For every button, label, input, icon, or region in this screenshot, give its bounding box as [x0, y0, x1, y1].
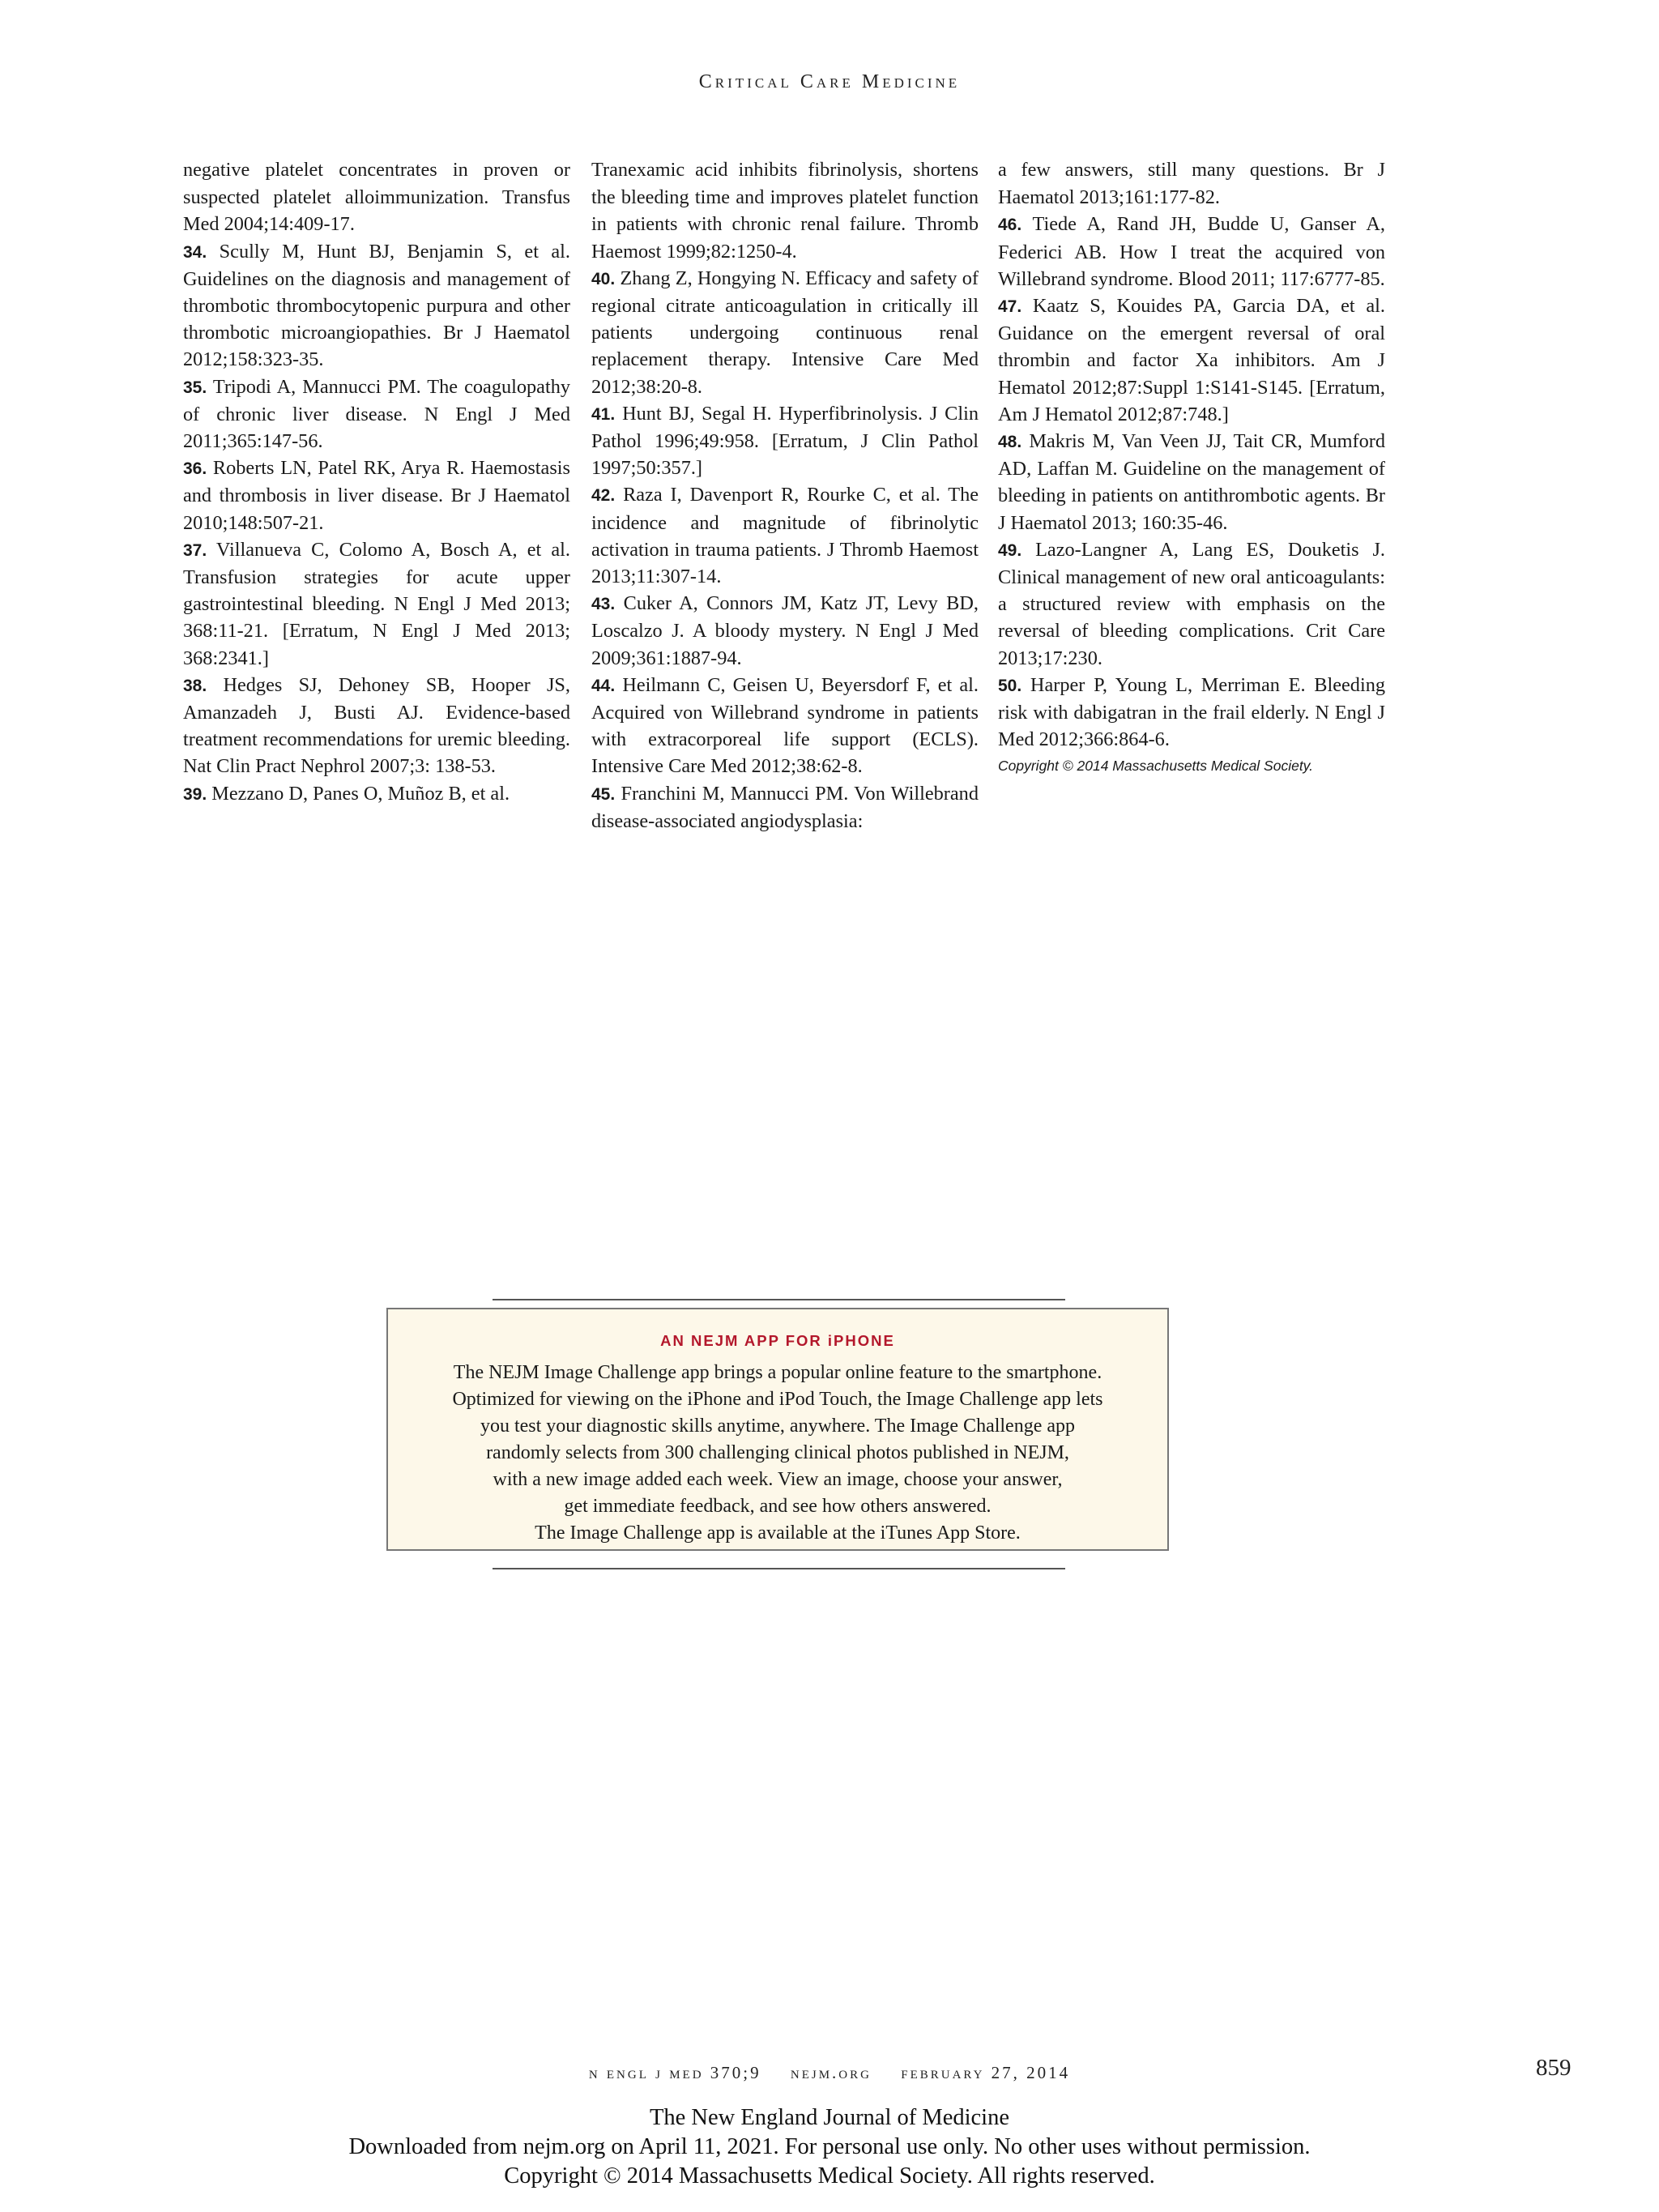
copyright-note: Copyright © 2014 Massachusetts Medical Society.: [998, 758, 1313, 775]
footer-site: nejm.org: [790, 2063, 872, 2082]
promo-box: [386, 1308, 1169, 1551]
reference-number: 40.: [591, 269, 616, 288]
reference-item: [183, 536, 570, 672]
reference-text: Makris M, Van Veen JJ, Tait CR, Mumford AD, Laffan M. Guideline on the management of bleeding in patients on antithrombotic agents. Br J Haematol 2013; 160:35-46.: [998, 430, 1385, 534]
reference-item: [998, 293, 1385, 428]
reference-text: Roberts LN, Patel RK, Arya R. Haemostasis and thrombosis in liver disease. Br J Haematol 2010;148:507-21.: [183, 457, 570, 534]
reference-item: [998, 211, 1385, 293]
footer-date: february 27, 2014: [901, 2063, 1071, 2082]
reference-text: Franchini M, Mannucci PM. Von Willebrand disease-associated angiodysplasia:: [591, 782, 979, 832]
reference-item: [998, 536, 1385, 672]
reference-number: 41.: [591, 404, 616, 424]
reference-number: 49.: [998, 540, 1022, 560]
reference-item: [183, 156, 570, 238]
promo-line: Optimized for viewing on the iPhone and iPod Touch, the Image Challenge app lets: [452, 1389, 1103, 1410]
reference-text: Tripodi A, Mannucci PM. The coagulopathy of chronic liver disease. N Engl J Med 2011;365:147-56.: [183, 375, 570, 453]
promo-line: get immediate feedback, and see how others answered.: [564, 1496, 992, 1517]
reference-text: Kaatz S, Kouides PA, Garcia DA, et al. Guidance on the emergent reversal of oral thrombin and factor Xa inhibitors. Am J Hematol 2012;87:Suppl 1:S141-S145. [Erratum, Am J Hematol 2012;87:748.]: [998, 295, 1385, 425]
promo-top-rule: [493, 1299, 1065, 1300]
promo-line: randomly selects from 300 challenging clinical photos published in NEJM,: [486, 1442, 1069, 1463]
reference-text: Raza I, Davenport R, Rourke C, et al. The incidence and magnitude of fibrinolytic activation in trauma patients. J Thromb Haemost 2013;11:307-14.: [591, 484, 979, 588]
journal-footer: [0, 2063, 1659, 2083]
reference-text: Villanueva C, Colomo A, Bosch A, et al. Transfusion strategies for acute upper gastrointestinal bleeding. N Engl J Med 2013; 368:11-21. [Erratum, N Engl J Med 2013; 368:2341.]: [183, 538, 570, 669]
reference-number: 35.: [183, 378, 207, 397]
promo-bottom-rule: [493, 1568, 1065, 1569]
reference-item: [998, 156, 1385, 211]
notice-journal-name: The New England Journal of Medicine: [650, 2105, 1009, 2130]
reference-item: [183, 672, 570, 780]
reference-number: 39.: [183, 784, 207, 804]
reference-text: Scully M, Hunt BJ, Benjamin S, et al. Guidelines on the diagnosis and management of thrombotic thrombocytopenic purpura and other thrombotic microangiopathies. Br J Haematol 2012;158:323-35.: [183, 240, 570, 371]
promo-body: [388, 1360, 1167, 1547]
reference-number: 37.: [183, 540, 207, 560]
reference-text: Zhang Z, Hongying N. Efficacy and safety of regional citrate anticoagulation in critically ill patients undergoing continuous renal replacement therapy. Intensive Care Med 2012;38:20-8.: [591, 267, 979, 398]
reference-item: [591, 780, 979, 835]
reference-number: 45.: [591, 784, 616, 804]
reference-item: [591, 265, 979, 400]
reference-text: negative platelet concentrates in proven or suspected platelet alloimmunization. Transfus Med 2004;14:409-17.: [183, 159, 570, 236]
notice-copyright-line: Copyright © 2014 Massachusetts Medical Society. All rights reserved.: [504, 2163, 1155, 2189]
reference-text: Tranexamic acid inhibits fibrinolysis, shortens the bleeding time and improves platelet function in patients with chronic renal failure. Thromb Haemost 1999;82:1250-4.: [591, 159, 979, 263]
reference-number: 48.: [998, 433, 1022, 452]
reference-item: [183, 238, 570, 374]
reference-text: Harper P, Young L, Merriman E. Bleeding risk with dabigatran in the frail elderly. N Engl J Med 2012;366:864-6.: [998, 673, 1386, 751]
reference-number: 46.: [998, 216, 1022, 235]
reference-item: [591, 156, 979, 265]
reference-number: 42.: [591, 486, 616, 506]
reference-text: Lazo-Langner A, Lang ES, Douketis J. Clinical management of new oral anticoagulants: a structured review with emphasis on the reversal of bleeding complications. Crit Care 2013;17:230.: [998, 538, 1386, 669]
reference-item: [591, 481, 979, 590]
reference-text: Heilmann C, Geisen U, Beyersdorf F, et al. Acquired von Willebrand syndrome in patients with extracorporeal life support (ECLS). Intensive Care Med 2012;38:62-8.: [591, 673, 979, 778]
reference-text: a few answers, still many questions. Br J Haematol 2013;161:177-82.: [998, 159, 1385, 209]
reference-number: 44.: [591, 676, 616, 695]
promo-title: AN NEJM APP FOR iPHONE: [660, 1332, 895, 1349]
reference-column-1: [183, 156, 570, 808]
reference-text: Cuker A, Connors JM, Katz JT, Levy BD, Loscalzo J. A bloody mystery. N Engl J Med 2009;361:1887-94.: [591, 592, 979, 669]
reference-item: [183, 374, 570, 455]
reference-text: Tiede A, Rand JH, Budde U, Ganser A, Federici AB. How I treat the acquired von Willebrand syndrome. Blood 2011; 117:6777-85.: [998, 213, 1385, 290]
running-head: Critical Care Medicine: [698, 71, 961, 92]
reference-number: 47.: [998, 297, 1022, 317]
reference-item: [183, 780, 570, 808]
promo-line: The NEJM Image Challenge app brings a popular online feature to the smartphone.: [453, 1362, 1102, 1383]
download-notice: [0, 2103, 1659, 2191]
reference-column-3: [998, 156, 1385, 780]
reference-item: [183, 455, 570, 536]
reference-column-2: [591, 156, 979, 835]
reference-text: Mezzano D, Panes O, Muñoz B, et al.: [211, 782, 510, 805]
reference-text: Hedges SJ, Dehoney SB, Hooper JS, Amanzadeh J, Busti AJ. Evidence-based treatment recommendations for uremic bleeding. Nat Clin Pract Nephrol 2007;3: 138-53.: [183, 673, 570, 778]
reference-number: 34.: [183, 242, 207, 262]
promo-line: you test your diagnostic skills anytime, anywhere. The Image Challenge app: [480, 1416, 1076, 1437]
promo-line: with a new image added each week. View an image, choose your answer,: [493, 1469, 1063, 1490]
notice-download-line: Downloaded from nejm.org on April 11, 2021. For personal use only. No other uses without permission.: [348, 2134, 1311, 2159]
reference-text: Hunt BJ, Segal H. Hyperfibrinolysis. J Clin Pathol 1996;49:958. [Erratum, J Clin Pathol 1997;50:357.]: [591, 402, 979, 480]
page-number: 859: [1536, 2055, 1572, 2081]
footer-citation: n engl j med 370;9: [588, 2063, 761, 2082]
reference-item: [998, 672, 1385, 754]
reference-number: 43.: [591, 595, 616, 614]
reference-number: 36.: [183, 459, 207, 479]
reference-number: 38.: [183, 676, 207, 695]
reference-number: 50.: [998, 676, 1022, 695]
reference-item: [591, 590, 979, 672]
reference-item: [998, 428, 1385, 536]
promo-line: The Image Challenge app is available at the iTunes App Store.: [535, 1522, 1021, 1544]
reference-item: [591, 672, 979, 780]
reference-item: [591, 400, 979, 482]
